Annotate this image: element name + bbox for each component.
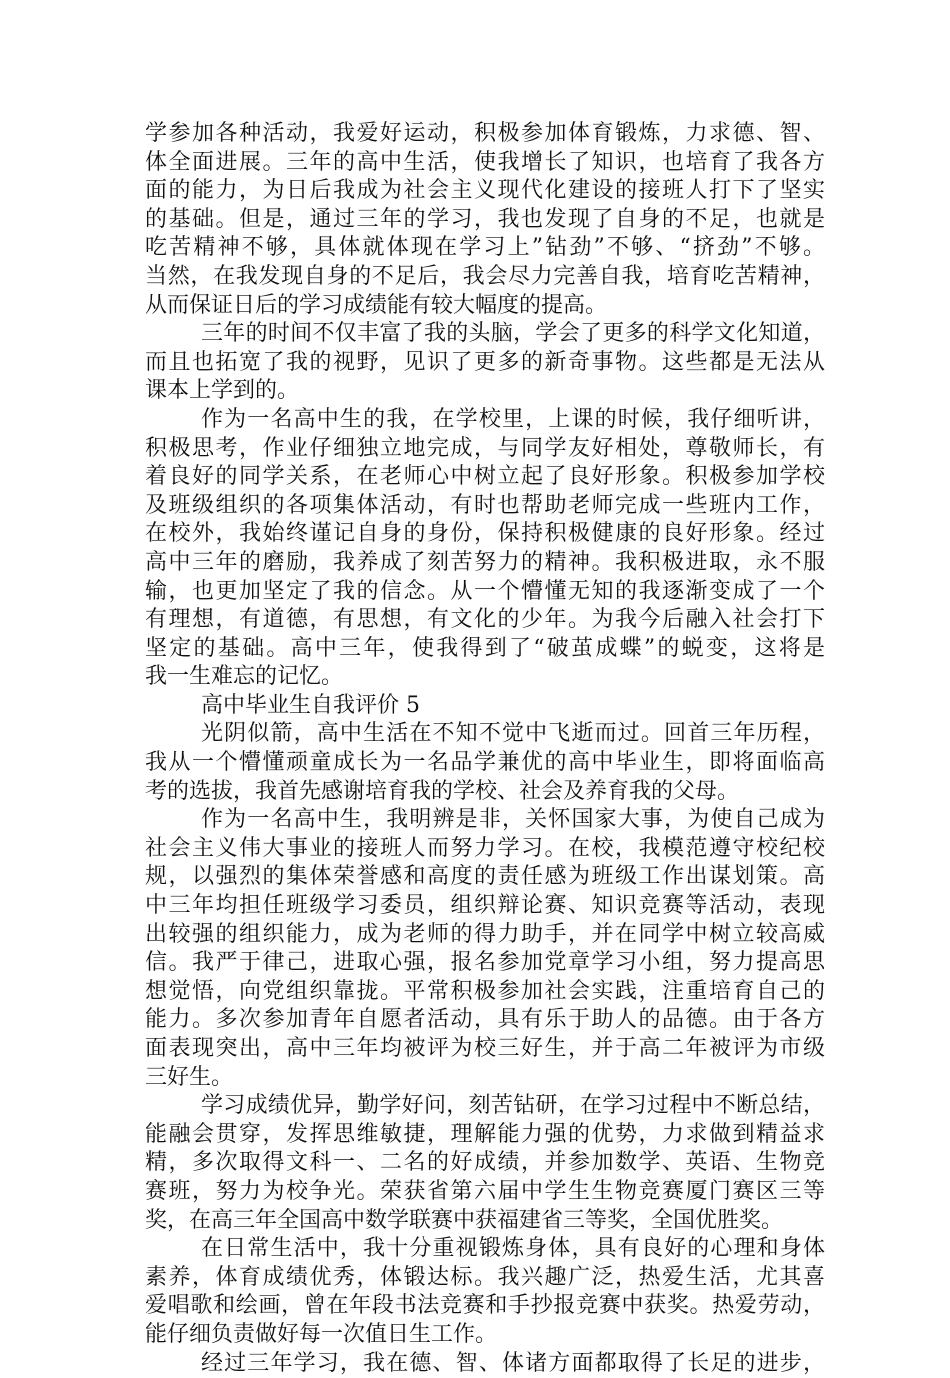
text-line: 面表现突出，高中三年均被评为校三好生，并于高二年被评为市级 xyxy=(145,1036,825,1061)
text-line: 出较强的组织能力，成为老师的得力助手，并在同学中树立较高威 xyxy=(145,921,825,947)
text-line: 从而保证日后的学习成绩能有较大幅度的提高。 xyxy=(145,292,608,318)
text-line: 在校外，我始终谨记自身的身份，保持积极健康的良好形象。经过 xyxy=(145,521,825,547)
text-line: 着良好的同学关系，在老师心中树立起了良好形象。积极参加学校 xyxy=(145,464,825,490)
paragraph-first-line: 三年的时间不仅丰富了我的头脑，学会了更多的科学文化知道， xyxy=(201,321,825,347)
text-line: 而且也拓宽了我的视野，见识了更多的新奇事物。这些都是无法从 xyxy=(145,349,825,375)
text-line: 规，以强烈的集体荣誉感和高度的责任感为班级工作出谋划策。高 xyxy=(145,864,825,890)
paragraph-first-line: 学习成绩优异，勤学好问，刻苦钻研，在学习过程中不断总结， xyxy=(201,1093,825,1119)
text-line: 我一生难忘的记忆。 xyxy=(145,664,344,690)
text-line: 奖，在高三年全国高中数学联赛中获福建省三等奖，全国优胜奖。 xyxy=(145,1207,784,1233)
text-line: 课本上学到的。 xyxy=(145,378,300,404)
text-line: 及班级组织的各项集体活动，有时也帮助老师完成一些班内工作， xyxy=(145,492,825,518)
text-line: 中三年均担任班级学习委员，组织辩论赛、知识竞赛等活动，表现 xyxy=(145,893,825,919)
text-line: 能融会贯穿，发挥思维敏捷，理解能力强的优势，力求做到精益求 xyxy=(145,1121,825,1147)
text-line: 我从一个懵懂顽童成长为一名品学兼优的高中毕业生，即将面临高 xyxy=(145,750,825,776)
text-line: 能力。多次参加青年自愿者活动，具有乐于助人的品德。由于各方 xyxy=(145,1007,825,1033)
text-line: 考的选拔，我首先感谢培育我的学校、社会及养育我的父母。 xyxy=(145,778,740,804)
text-line: 体全面进展。三年的高中生活，使我增长了知识，也培育了我各方 xyxy=(145,149,825,175)
text-line: 的基础。但是，通过三年的学习，我也发现了自身的不足，也就是 xyxy=(145,206,825,232)
text-line: 赛班，努力为校争光。荣获省第六届中学生生物竞赛厦门赛区三等 xyxy=(145,1178,825,1204)
text-line: 社会主义伟大事业的接班人而努力学习。在校，我模范遵守校纪校 xyxy=(145,835,825,861)
paragraph-first-line: 经过三年学习，我在德、智、体诸方面都取得了长足的进步， xyxy=(201,1350,825,1376)
text-line: 输，也更加坚定了我的信念。从一个懵懂无知的我逐渐变成了一个 xyxy=(145,578,825,604)
text-line: 坚定的基础。高中三年，使我得到了“破茧成蝶”的蜕变，这将是 xyxy=(145,635,825,661)
paragraph-first-line: 在日常生活中，我十分重视锻炼身体，具有良好的心理和身体 xyxy=(201,1236,825,1262)
paragraph-first-line: 作为一名高中生，我明辨是非，关怀国家大事，为使自己成为 xyxy=(201,807,825,833)
text-line: 精，多次取得文科一、二名的好成绩，并参加数学、英语、生物竞 xyxy=(145,1150,825,1176)
text-line: 面的能力，为日后我成为社会主义现代化建设的接班人打下了坚实 xyxy=(145,178,825,204)
paragraph-first-line: 高中毕业生自我评价 5 xyxy=(201,692,420,718)
text-line: 信。我严于律己，进取心强，报名参加党章学习小组，努力提高思 xyxy=(145,950,825,976)
text-line: 学参加各种活动，我爱好运动，积极参加体育锻炼，力求德、智、 xyxy=(145,121,825,146)
text-line: 积极思考，作业仔细独立地完成，与同学友好相处，尊敬师长，有 xyxy=(145,435,825,461)
paragraph-first-line: 作为一名高中生的我，在学校里，上课的时候，我仔细听讲， xyxy=(201,406,825,432)
document-body xyxy=(145,120,825,1378)
text-line: 能仔细负责做好每一次值日生工作。 xyxy=(145,1321,498,1347)
text-line: 三好生。 xyxy=(145,1064,234,1090)
text-line: 有理想，有道德，有思想，有文化的少年。为我今后融入社会打下 xyxy=(145,607,825,633)
text-line: 素养，体育成绩优秀，体锻达标。我兴趣广泛，热爱生活，尤其喜 xyxy=(145,1264,825,1290)
text-line: 想觉悟，向党组织靠拢。平常积极参加社会实践，注重培育自己的 xyxy=(145,978,825,1004)
paragraph-first-line: 光阴似箭，高中生活在不知不觉中飞逝而过。回首三年历程， xyxy=(201,721,825,747)
text-line: 当然，在我发现自身的不足后，我会尽力完善自我，培育吃苦精神， xyxy=(145,263,825,289)
text-line: 爱唱歌和绘画，曾在年段书法竞赛和手抄报竞赛中获奖。热爱劳动， xyxy=(145,1293,825,1319)
text-line: 吃苦精神不够，具体就体现在学习上”钻劲”不够、“挤劲”不够。 xyxy=(145,235,825,261)
text-line: 高中三年的磨励，我养成了刻苦努力的精神。我积极进取，永不服 xyxy=(145,549,825,575)
